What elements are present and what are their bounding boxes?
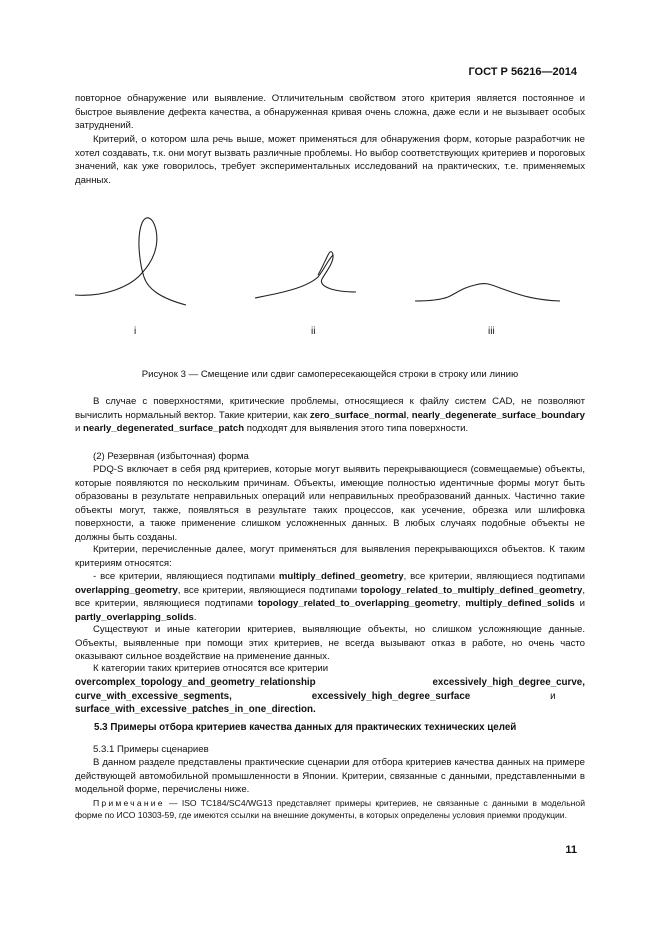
- redundant-paragraph-1: PDQ-S включает в себя ряд критериев, которые могут выявить перекрывающиеся (совмещаемые) объекты, которые появляются по нескольким причинам. Объекты, имеющие полностью идентичные формы могут быть образованы в результате неправильных операций или неправильных преобразований данных. Частично такие объекты могут, также, появляться в результате таких процессов, как усечение, обрезка или шлифовка поверхности, а также применение слишком усложненных данных. В любых случаях подобные объекты не должны быть созданы.: [75, 464, 585, 543]
- figure-label-iii: iii: [488, 326, 495, 337]
- redundant-paragraph-4: К категории таких критериев относятся все критерии: [93, 663, 329, 674]
- note-label: Примечание: [93, 798, 165, 808]
- note: Примечание — ISO TC184/SC4/WG13 представляет примеры критериев, не связанные с данными в модельной форме по ИСО 10303-59, где имеются ссылки на внешние документы, в которых определены условия приемки продукции.: [75, 798, 585, 821]
- document-id: ГОСТ Р 56216—2014: [468, 66, 577, 78]
- intro-paragraph-1: повторное обнаружение или выявление. Отличительным свойством этого критерия является постоянное и быстрое выявление дефекта качества, а обнаруженная кривая очень сложна, даже если и не вызывает особых затруднений.: [75, 93, 585, 132]
- section-5-3-1-title: 5.3.1 Примеры сценариев: [93, 744, 209, 755]
- intro-paragraph-2: Критерий, о котором шла речь выше, может применяться для обнаружения форм, которые разработчик не хотел создавать, т.к. они могут вызвать различные проблемы. Но выбор соответствующих критериев и пороговых значений, как уже говорилось, требует экспериментальных исследований на практических, т.е. применяемых данных.: [75, 134, 585, 186]
- redundant-heading: (2) Резервная (избыточная) форма: [93, 451, 249, 462]
- page-number: 11: [565, 844, 577, 856]
- figure-caption: Рисунок 3 — Смещение или сдвиг самопересекающейся строки в строку или линию: [141, 369, 519, 380]
- figure-label-i: i: [134, 326, 137, 337]
- figure-label-ii: ii: [311, 326, 316, 337]
- complexity-criteria-list: overcomplex_topology_and_geometry_relationship excessively_high_degree_curve, curve_with_excessive_segments, excessively_high_degree_surface и surface_with_excessive_patches_in_one_direction.: [75, 677, 585, 716]
- cad-paragraph: В случае с поверхностями, критические проблемы, относящиеся к файлу систем CAD, не позволяют вычислить нормальный вектор. Такие критерии, как zero_surface_normal, nearly_degenerate_surface_boundary и nearly_degenerated_surface_patch подходят для выявления этого типа поверхности.: [75, 396, 585, 435]
- curve-iii: [415, 284, 560, 301]
- curve-i: [75, 218, 186, 305]
- redundant-paragraph-2: Критерии, перечисленные далее, могут применяться для выявления перекрывающихся объектов. К таким критериям относятся:: [75, 544, 585, 569]
- figure-3-curves: [60, 205, 600, 330]
- redundant-paragraph-3: Существуют и иные категории критериев, выявляющие объекты, но слишком усложняющие данные. Объекты, выявленные при помощи этих критериев, не всегда вызывают отказ в работе, но очень часто оказывают сильное воздействие на применение данных.: [75, 624, 585, 663]
- section-5-3-title: 5.3 Примеры отбора критериев качества данных для практических технических целей: [94, 722, 517, 733]
- criteria-bullet: - все критерии, являющиеся подтипами multiply_defined_geometry, все критерии, являющиеся подтипами overlapping_geometry, все критерии, являющиеся подтипами topology_related_to_multiply_defined_geometry, все критерии, являющиеся подтипами topology_related_to_overlapping_geometry, multiply_defined_solids и partly_overlapping_solids.: [75, 571, 586, 623]
- curve-ii: [255, 252, 356, 298]
- section-5-3-1-paragraph: В данном разделе представлены практические сценарии для отбора критериев качества данных на примере действующей автомобильной промышленности в Японии. Критерии, связанные с данными, представленными в модельной форме, перечислены ниже.: [75, 757, 585, 796]
